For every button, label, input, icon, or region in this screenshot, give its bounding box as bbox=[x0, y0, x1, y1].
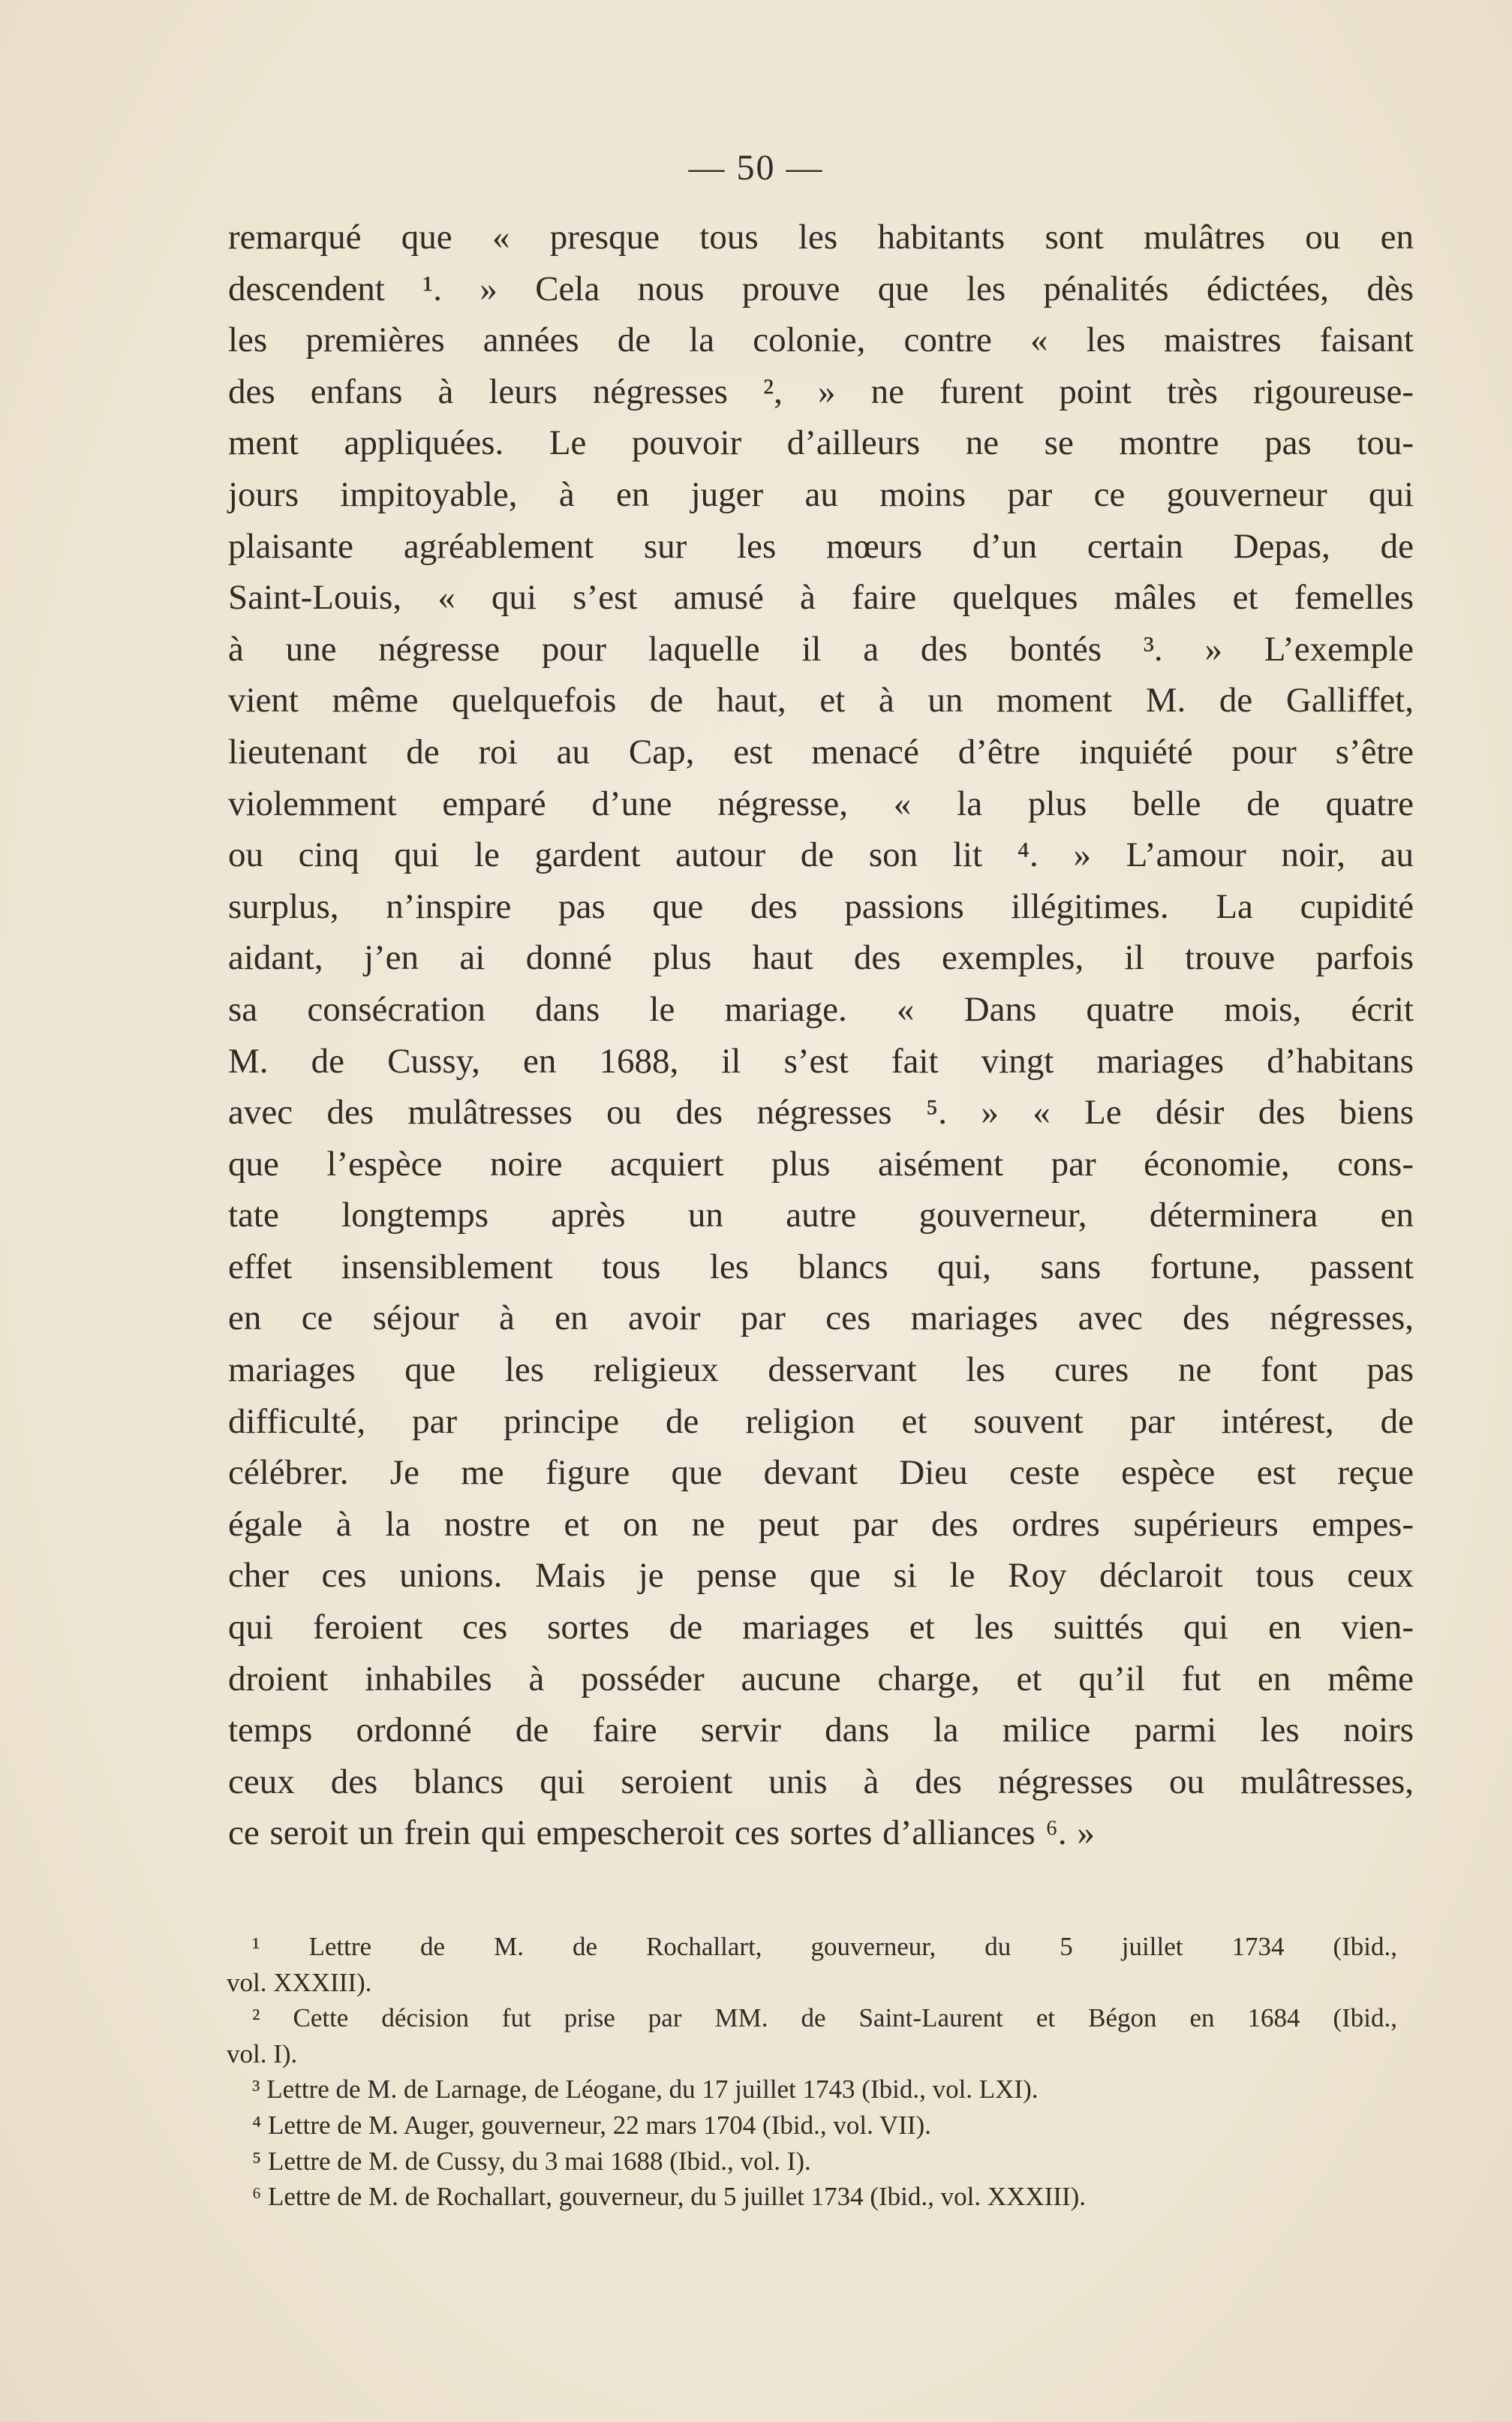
footnotes bbox=[227, 1929, 1397, 2215]
footnote-line: vol. XXXIII). bbox=[227, 1967, 372, 1997]
text-line: plaisante agréablement sur les mœurs d’un certain Depas, de bbox=[228, 526, 1414, 566]
text-line: que l’espèce noire acquiert plus aisément par économie, cons- bbox=[228, 1144, 1414, 1184]
text-line: effet insensiblement tous les blancs qui, sans fortune, passent bbox=[228, 1247, 1414, 1286]
text-line: aidant, j’en ai donné plus haut des exemples, il trouve parfois bbox=[228, 938, 1414, 978]
text-line: jours impitoyable, à en juger au moins par ce gouverneur qui bbox=[228, 474, 1414, 514]
text-line: M. de Cussy, en 1688, il s’est fait vingt mariages d’habitans bbox=[228, 1041, 1414, 1081]
footnote-line: ³ Lettre de M. de Larnage, de Léogane, du 17 juillet 1743 (Ibid., vol. LXI). bbox=[252, 2074, 1039, 2105]
text-line: descendent ¹. » Cela nous prouve que les pénalités édictées, dès bbox=[228, 269, 1414, 308]
text-line: Saint-Louis, « qui s’est amusé à faire quelques mâles et femelles bbox=[228, 578, 1414, 618]
text-line: temps ordonné de faire servir dans la milice parmi les noirs bbox=[228, 1710, 1414, 1750]
text-line: célébrer. Je me figure que devant Dieu ceste espèce est reçue bbox=[228, 1453, 1414, 1493]
main-text bbox=[228, 212, 1414, 1859]
text-line: droient inhabiles à posséder aucune charge, et qu’il fut en même bbox=[228, 1659, 1414, 1698]
footnote-line: ⁶ Lettre de M. de Rochallart, gouverneur, du 5 juillet 1734 (Ibid., vol. XXXIII). bbox=[252, 2182, 1087, 2212]
text-line: des enfans à leurs négresses ², » ne furent point très rigoureuse- bbox=[228, 372, 1414, 411]
text-line: à une négresse pour laquelle il a des bontés ³. » L’exemple bbox=[228, 629, 1414, 669]
text-line: ou cinq qui le gardent autour de son lit ⁴. » L’amour noir, au bbox=[228, 835, 1414, 875]
footnote-line: ⁴ Lettre de M. Auger, gouverneur, 22 mars 1704 (Ibid., vol. VII). bbox=[252, 2110, 931, 2140]
footnote-line: vol. I). bbox=[227, 2038, 298, 2068]
text-line: qui feroient ces sortes de mariages et les suittés qui en vien- bbox=[228, 1608, 1414, 1647]
text-line: ce seroit un frein qui empescheroit ces sortes d’alliances ⁶. » bbox=[228, 1813, 1095, 1853]
text-line: violemment emparé d’une négresse, « la plus belle de quatre bbox=[228, 784, 1414, 823]
text-line: en ce séjour à en avoir par ces mariages avec des négresses, bbox=[228, 1298, 1414, 1338]
text-line: mariages que les religieux desservant les cures ne font pas bbox=[228, 1350, 1414, 1390]
footnote-line: ² Cette décision fut prise par MM. de Saint-Laurent et Bégon en 1684 (Ibid., bbox=[252, 2003, 1397, 2033]
page-number: — 50 — bbox=[688, 148, 824, 188]
footnote-line: ⁵ Lettre de M. de Cussy, du 3 mai 1688 (Ibid., vol. I). bbox=[252, 2146, 811, 2176]
text-line: avec des mulâtresses ou des négresses ⁵. » « Le désir des biens bbox=[228, 1093, 1414, 1133]
text-line: surplus, n’inspire pas que des passions illégitimes. La cupidité bbox=[228, 886, 1414, 926]
text-line: sa consécration dans le mariage. « Dans quatre mois, écrit bbox=[228, 989, 1414, 1029]
footnote-line: ¹ Lettre de M. de Rochallart, gouverneur, du 5 juillet 1734 (Ibid., bbox=[252, 1932, 1397, 1961]
text-line: difficulté, par principe de religion et souvent par intérest, de bbox=[228, 1401, 1414, 1441]
text-line: tate longtemps après un autre gouverneur, déterminera en bbox=[228, 1196, 1414, 1235]
text-line: remarqué que « presque tous les habitants sont mulâtres ou en bbox=[228, 218, 1414, 257]
text-line: ment appliquées. Le pouvoir d’ailleurs ne se montre pas tou- bbox=[228, 423, 1414, 463]
text-line: ceux des blancs qui seroient unis à des négresses ou mulâtresses, bbox=[228, 1762, 1414, 1801]
text-line: cher ces unions. Mais je pense que si le Roy déclaroit tous ceux bbox=[228, 1556, 1414, 1596]
text-line: égale à la nostre et on ne peut par des ordres supérieurs empes- bbox=[228, 1504, 1414, 1544]
text-line: lieutenant de roi au Cap, est menacé d’être inquiété pour s’être bbox=[228, 732, 1414, 772]
text-line: vient même quelquefois de haut, et à un moment M. de Galliffet, bbox=[228, 681, 1414, 721]
text-line: les premières années de la colonie, contre « les maistres faisant bbox=[228, 320, 1414, 360]
